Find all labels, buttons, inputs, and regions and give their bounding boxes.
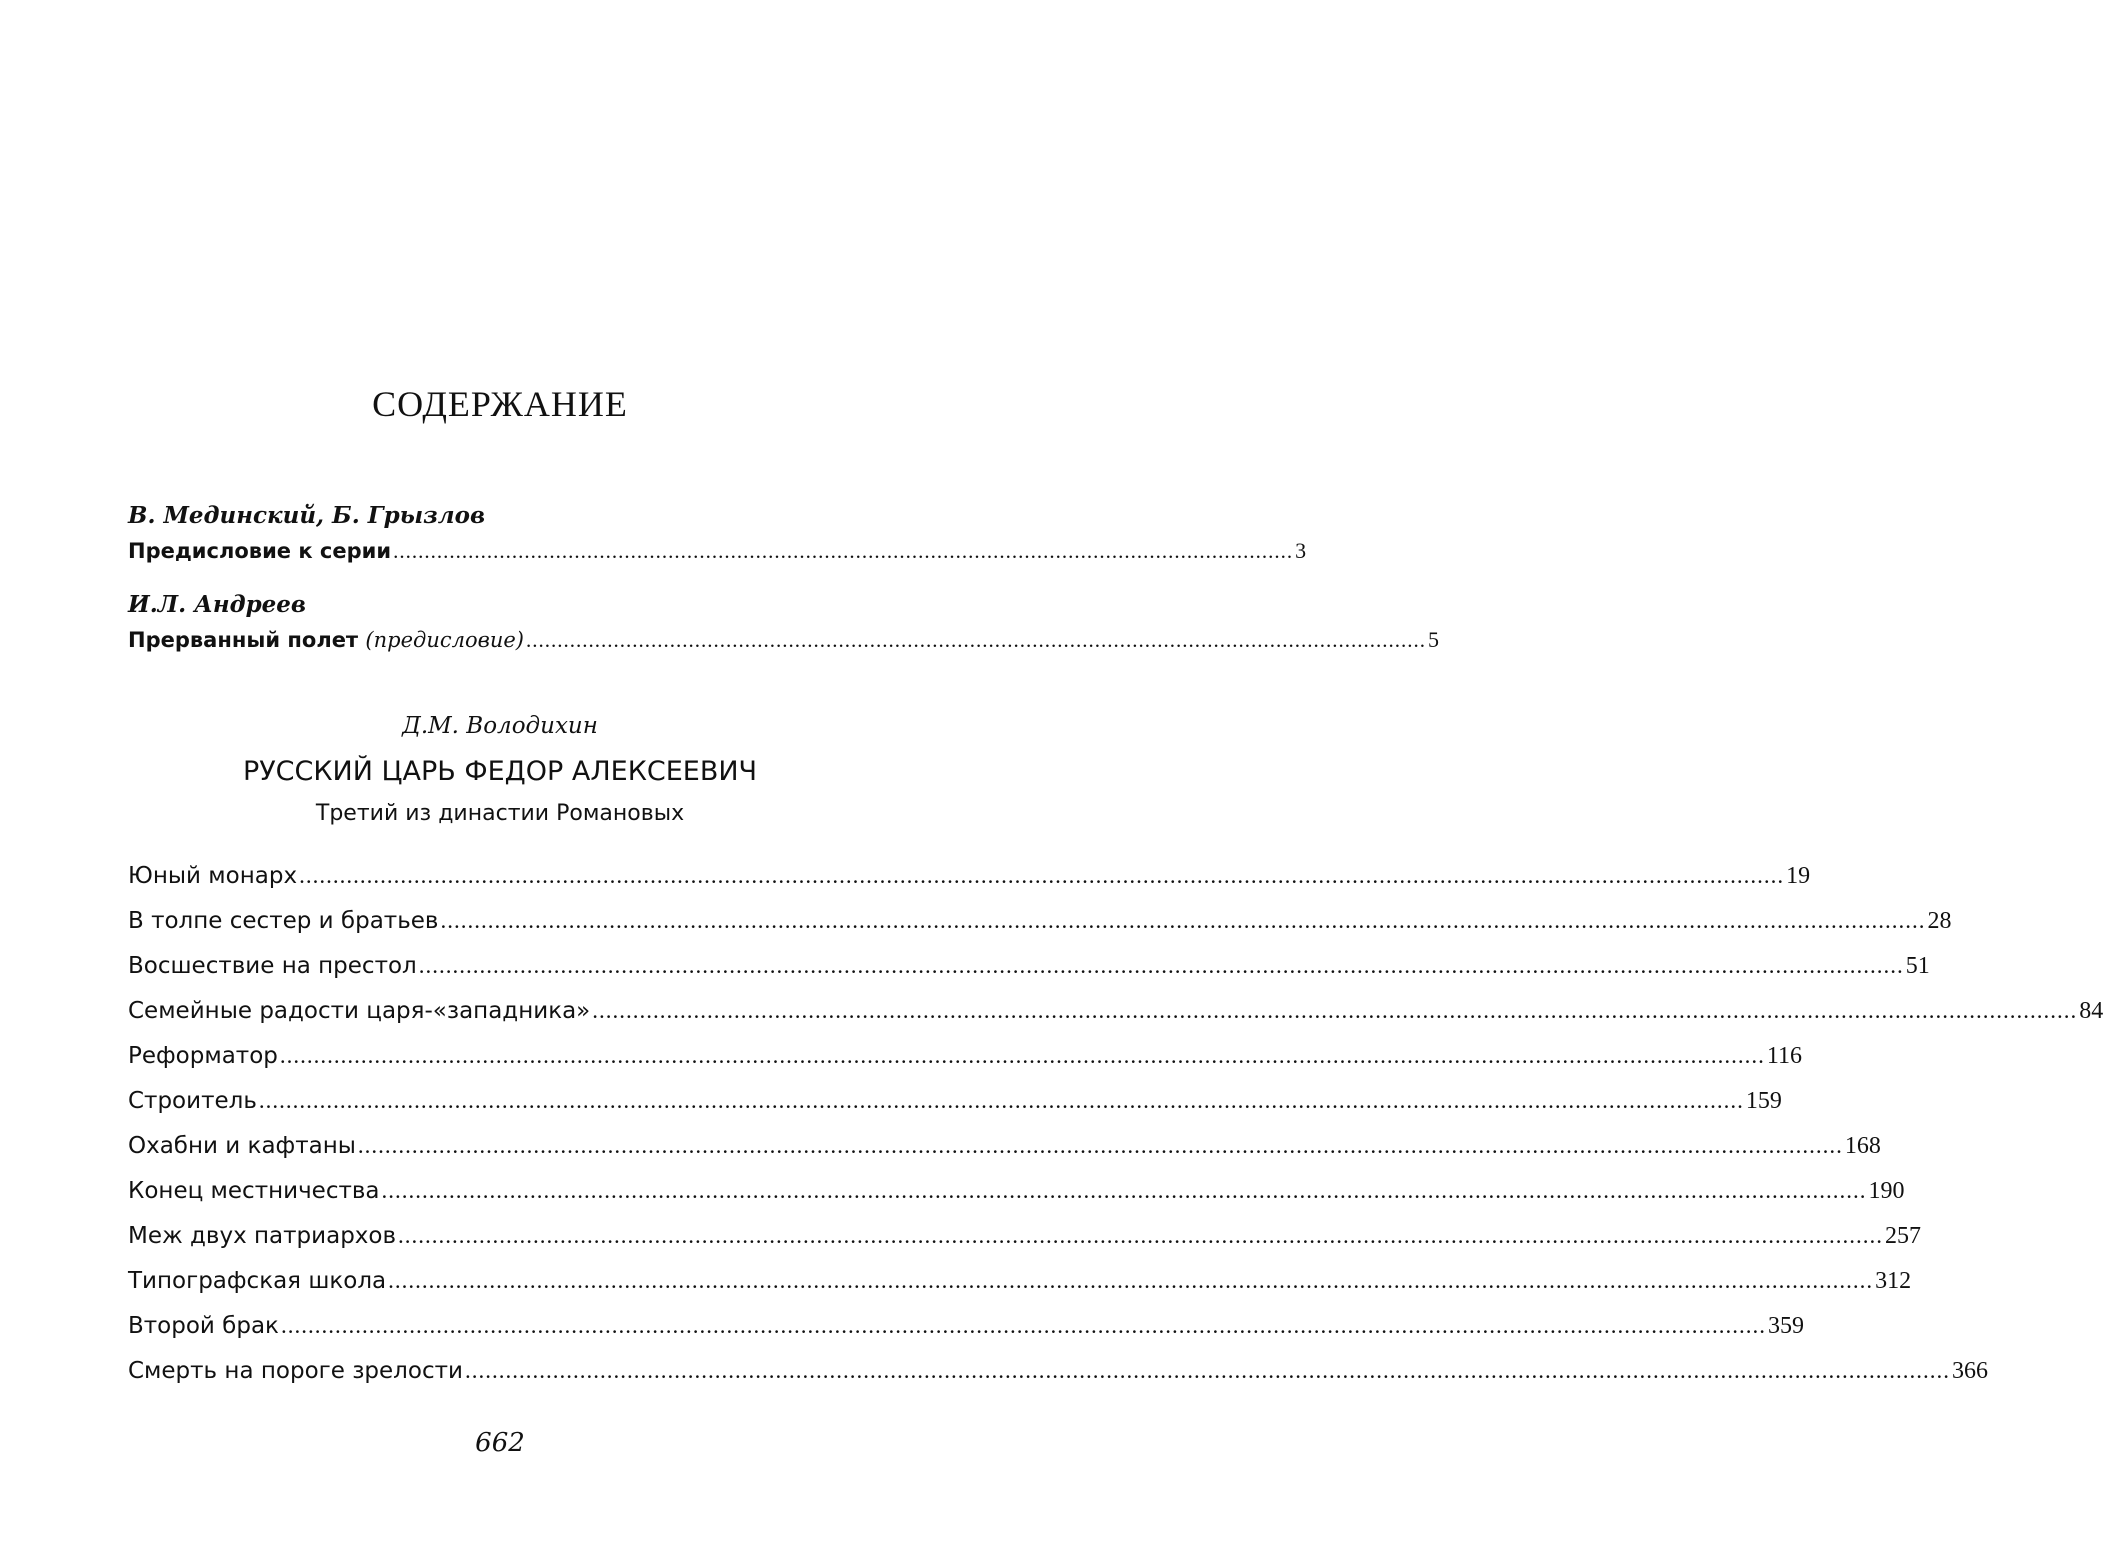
chapter-title: Восшествие на престол [128, 953, 417, 979]
toc-author-1: В. Мединский, Б. Грызлов [128, 502, 486, 529]
dot-leader: ............................................................................................................................................................................................................................ [381, 1178, 1867, 1203]
chapter-page-number: 312 [1875, 1268, 1912, 1294]
chapter-entry[interactable] [128, 953, 1930, 987]
chapter-page-number: 116 [1766, 1043, 1802, 1069]
dot-leader: ............................................................................................................................................................................................................................ [280, 1313, 1766, 1338]
chapter-title: Строитель [128, 1088, 257, 1114]
chapter-title: Охабни и кафтаны [128, 1133, 356, 1159]
chapter-page-number: 168 [1844, 1133, 1881, 1159]
chapter-page-number: 257 [1885, 1223, 1922, 1249]
chapter-title: Второй брак [128, 1313, 279, 1339]
dot-leader: ............................................................................................................................................................................................................................ [398, 1223, 1884, 1248]
chapter-page-number: 28 [1927, 908, 1952, 934]
dot-leader: ............................................................................................................................................................................................................................ [258, 1088, 1744, 1113]
book-subtitle: Третий из династии Романовых [315, 801, 685, 826]
chapter-title: Меж двух патриархов [128, 1223, 397, 1249]
dot-leader: ............................................................................................................................................................................................................................ [388, 1268, 1874, 1293]
chapter-page-number: 366 [1951, 1358, 1988, 1384]
chapter-entry[interactable] [128, 1088, 1782, 1122]
chapter-entry[interactable] [128, 1043, 1802, 1077]
toc-author-2: И.Л. Андреев [128, 591, 307, 618]
chapter-entry[interactable] [128, 1358, 1988, 1392]
chapter-entry[interactable] [128, 908, 1952, 942]
chapter-page-number: 84 [2079, 998, 2103, 1024]
chapter-page-number: 51 [1905, 953, 1930, 979]
chapter-entry[interactable] [128, 863, 1811, 897]
chapter-title: Юный монарх [128, 863, 298, 889]
chapter-title: Реформатор [128, 1043, 278, 1069]
chapter-page-number: 159 [1745, 1088, 1782, 1114]
dot-leader: ............................................................................................................................................................................................................................ [357, 1133, 1843, 1158]
chapter-title: В толпе сестер и братьев [128, 908, 439, 934]
toc-page-number: 5 [1428, 627, 1439, 652]
chapter-entry[interactable] [128, 1268, 1912, 1302]
dot-leader: ............................................................................................................................................................................................................................ [592, 998, 2078, 1023]
toc-entry-note: (предисловие) [365, 628, 524, 652]
chapter-page-number: 190 [1868, 1178, 1905, 1204]
chapter-title: Типографская школа [128, 1268, 387, 1294]
dot-leader: ............................................................................................................................................................................................................................ [279, 1043, 1765, 1068]
page-title: СОДЕРЖАНИЕ [372, 384, 628, 424]
dot-leader: ............................................................................................................................................................................................................................ [464, 1358, 1950, 1383]
book-title: РУССКИЙ ЦАРЬ ФЕДОР АЛЕКСЕЕВИЧ [242, 756, 758, 787]
chapter-title: Конец местничества [128, 1178, 380, 1204]
chapter-title: Семейные радости царя-«западника» [128, 998, 591, 1024]
chapter-entry[interactable] [128, 1313, 1804, 1347]
toc-entry-title: Прерванный полет [128, 628, 359, 652]
dot-leader: ............................................................................................................................................................................................................................ [440, 908, 1926, 933]
dot-leader: ............................................................................................................................................................................................................................ [299, 863, 1785, 888]
chapter-page-number: 19 [1786, 863, 1811, 889]
book-author: Д.М. Володихин [402, 713, 598, 739]
chapter-title: Смерть на пороге зрелости [128, 1358, 463, 1384]
dot-leader: ............................................................................................................................................................................................................................ [418, 953, 1904, 978]
dot-leader: ................................................................................................................................................ [526, 628, 1426, 652]
chapter-page-number: 359 [1767, 1313, 1804, 1339]
chapter-entry[interactable] [128, 998, 2103, 1032]
chapter-entry[interactable] [128, 1178, 1905, 1212]
page-number-footer: 662 [475, 1428, 525, 1458]
dot-leader: ................................................................................................................................................ [393, 539, 1294, 563]
chapter-entry[interactable] [128, 1223, 1922, 1257]
toc-entry-label: Предисловие к серии [128, 539, 392, 563]
chapter-entry[interactable] [128, 1133, 1881, 1167]
toc-page-number: 3 [1295, 538, 1307, 563]
